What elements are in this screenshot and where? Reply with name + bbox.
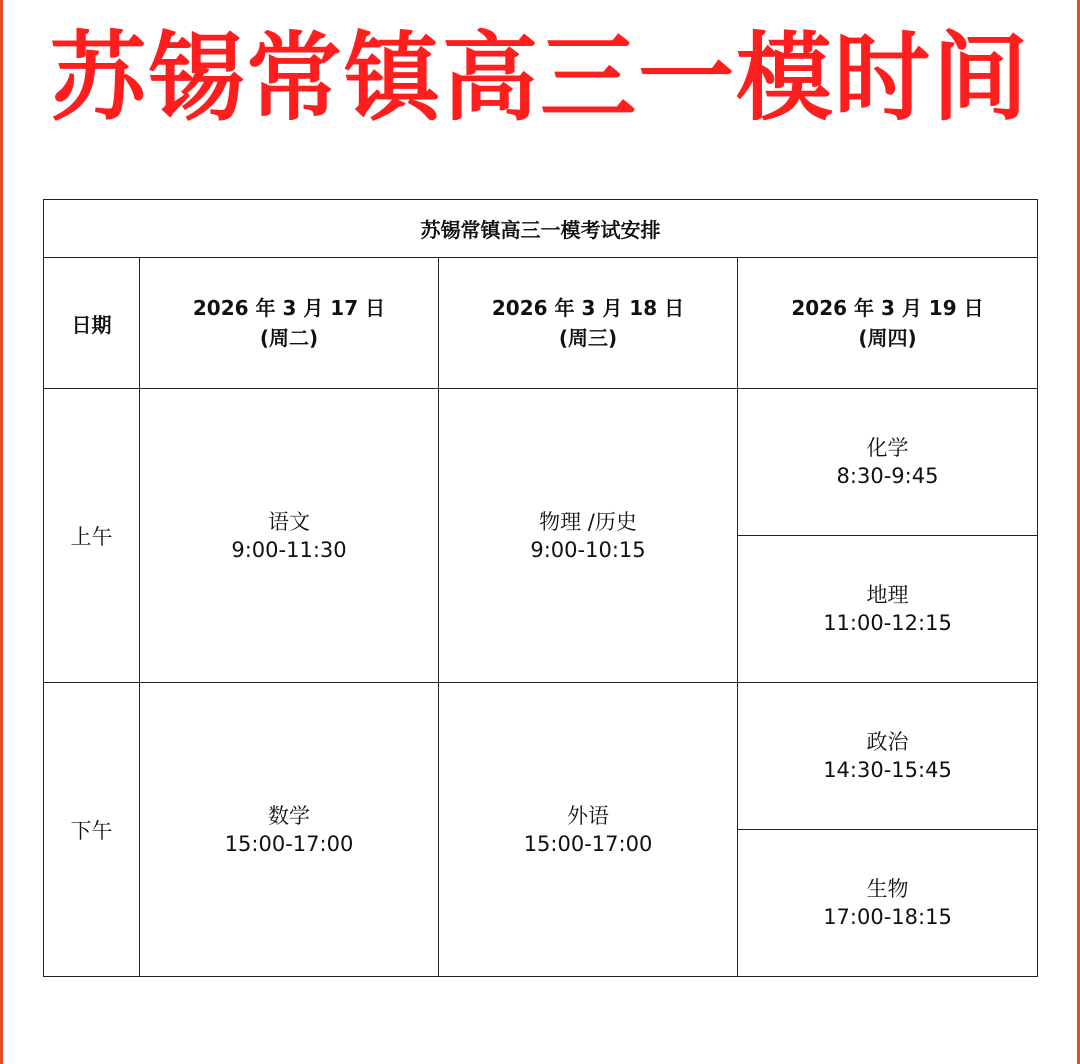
page-title: 苏锡常镇高三一模时间 — [50, 22, 1030, 134]
exam-cell — [738, 830, 1038, 977]
day-date: 2026 年 3 月 18 日 — [491, 296, 685, 320]
period-afternoon-label: 下午 — [44, 683, 140, 977]
table-row — [44, 389, 1038, 536]
exam-subject: 物理 /历史 — [539, 509, 637, 534]
exam-time: 17:00-18:15 — [823, 905, 952, 929]
exam-cell — [439, 683, 738, 977]
day-header-1 — [140, 258, 439, 389]
table-header-row — [44, 258, 1038, 389]
table-row — [44, 683, 1038, 830]
date-column-header: 日期 — [44, 258, 140, 389]
exam-time: 15:00-17:00 — [523, 831, 653, 856]
day-date: 2026 年 3 月 19 日 — [791, 296, 984, 320]
exam-cell — [439, 389, 738, 683]
exam-subject: 生物 — [866, 877, 909, 901]
exam-time: 9:00-11:30 — [231, 537, 347, 562]
exam-time: 8:30-9:45 — [836, 464, 939, 488]
exam-cell — [738, 389, 1038, 536]
exam-cell — [738, 536, 1038, 683]
exam-cell — [738, 683, 1038, 830]
exam-time: 15:00-17:00 — [224, 831, 354, 856]
exam-time: 9:00-10:15 — [530, 537, 646, 562]
exam-subject: 语文 — [268, 509, 310, 534]
day-header-2 — [439, 258, 738, 389]
exam-subject: 地理 — [866, 583, 909, 607]
table-caption: 苏锡常镇高三一模考试安排 — [44, 200, 1038, 258]
exam-subject: 化学 — [866, 436, 909, 460]
day-weekday: (周三) — [558, 326, 618, 350]
day-weekday: (周二) — [259, 326, 319, 350]
exam-subject: 外语 — [567, 803, 609, 828]
day-date: 2026 年 3 月 17 日 — [192, 296, 386, 320]
period-morning-label: 上午 — [44, 389, 140, 683]
exam-time: 11:00-12:15 — [823, 611, 952, 635]
day-header-3 — [738, 258, 1038, 389]
exam-cell — [140, 389, 439, 683]
exam-cell — [140, 683, 439, 977]
exam-time: 14:30-15:45 — [823, 758, 952, 782]
exam-subject: 数学 — [268, 803, 310, 828]
day-weekday: (周四) — [858, 326, 917, 350]
exam-subject: 政治 — [866, 730, 909, 754]
exam-schedule-table — [43, 199, 1038, 977]
